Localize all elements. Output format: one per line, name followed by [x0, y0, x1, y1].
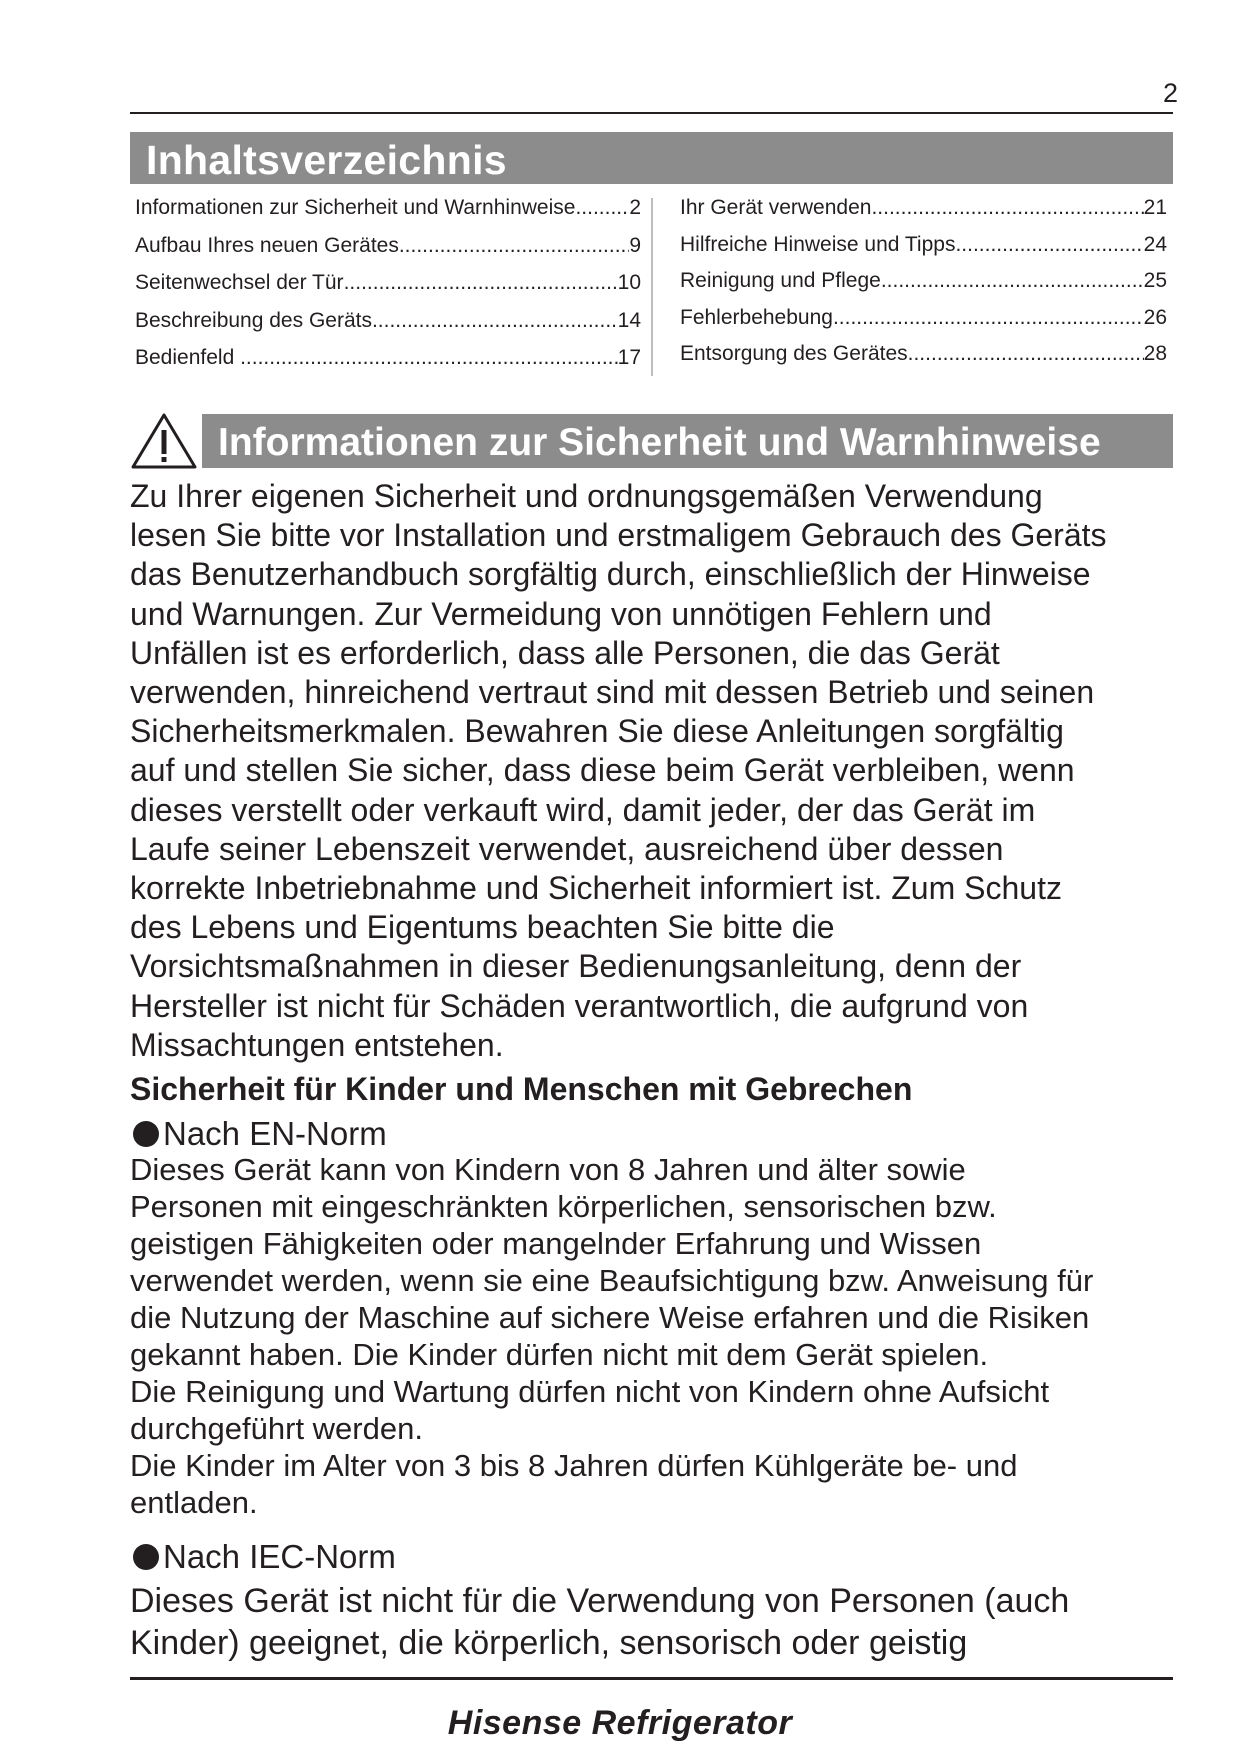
toc-entry-page: 21 — [1143, 196, 1167, 219]
toc-left-column — [135, 196, 641, 384]
toc-leader-dots — [575, 196, 629, 220]
toc-entry-label: Fehlerbehebung — [680, 305, 833, 329]
children-safety-heading: Sicherheit für Kinder und Menschen mit Gebrechen — [130, 1071, 913, 1107]
toc-entry-page: 14 — [617, 308, 641, 332]
toc-leader-dots — [881, 269, 1144, 293]
section-header-bar — [202, 414, 1173, 468]
toc-entry-page: 28 — [1143, 342, 1167, 365]
toc-entry[interactable] — [135, 309, 641, 347]
toc-entry-label: Informationen zur Sicherheit und Warnhinweise — [135, 196, 576, 219]
warning-triangle-icon — [130, 412, 198, 470]
toc-entry[interactable] — [135, 196, 641, 234]
iec-norm-paragraph: Dieses Gerät ist nicht für die Verwendung von Personen (auch Kinder) geeignet, die körperlich, sensorisch oder geistig — [130, 1582, 1070, 1662]
toc-entry-label: Entsorgung des Gerätes — [680, 342, 908, 365]
toc-entry[interactable] — [680, 306, 1167, 343]
toc-entry[interactable] — [680, 196, 1167, 233]
toc-entry-page: 10 — [617, 271, 641, 294]
en-norm-paragraph: Dieses Gerät kann von Kindern von 8 Jahren und älter sowie Personen mit eingeschränkten körperlichen, sensorischen bzw. geistigen Fähigkeiten oder mangelnder Erfahrung und Wissen verwendet werden, wenn sie eine Beaufsichtigung bzw. Anweisung für die Nutzung der Maschine auf sichere Weise erfahren und die Risiken gekannt haben. Die Kinder dürfen nicht mit dem Gerät spielen. Die Reinigung und Wartung dürfen nicht von Kindern ohne Aufsicht durchgeführt werden. Die Kinder im Alter von 3 bis 8 Jahren dürfen Kühlgeräte be- und entladen. — [130, 1152, 1094, 1520]
toc-leader-dots — [955, 233, 1143, 257]
bottom-divider — [130, 1677, 1173, 1680]
toc-right-column — [680, 196, 1167, 379]
toc-entry[interactable] — [135, 234, 641, 272]
toc-entry-page: 2 — [629, 196, 641, 219]
toc-entry-label: Reinigung und Pflege — [680, 269, 881, 292]
toc-entry-label: Aufbau Ihres neuen Gerätes — [135, 233, 399, 257]
toc-entry-page: 9 — [629, 233, 641, 257]
page-number: 2 — [1162, 78, 1178, 108]
toc-leader-dots — [399, 234, 629, 258]
bullet-icon — [133, 1121, 159, 1147]
toc-entry[interactable] — [135, 346, 641, 384]
section-title: Informationen zur Sicherheit und Warnhinweise — [218, 421, 1101, 464]
iec-norm-heading — [133, 1538, 396, 1576]
top-divider — [130, 112, 1173, 114]
toc-entry[interactable] — [680, 342, 1167, 379]
toc-entry-page: 26 — [1143, 305, 1167, 329]
toc-entry-page: 25 — [1143, 269, 1167, 292]
toc-entry-label: Bedienfeld — [135, 346, 241, 369]
toc-leader-dots — [871, 196, 1143, 220]
toc-entry-label: Seitenwechsel der Tür — [135, 271, 344, 294]
intro-paragraph: Zu Ihrer eigenen Sicherheit und ordnungsgemäßen Verwendung lesen Sie bitte vor Installation und erstmaligem Gebrauch des Geräts das Benutzerhandbuch sorgfältig durch, einschließlich der Hinweise und Warnungen. Zur Vermeidung von unnötigen Fehlern und Unfällen ist es erforderlich, dass alle Personen, die das Gerät verwenden, hinreichend vertraut sind mit dessen Betrieb und seinen Sicherheitsmerkmalen. Bewahren Sie diese Anleitungen sorgfältig auf und stellen Sie sicher, dass diese beim Gerät verbleiben, wenn dieses verstellt oder verkauft wird, damit jeder, der das Gerät im Laufe seiner Lebenszeit verwendet, ausreichend über dessen korrekte Inbetriebnahme und Sicherheit informiert ist. Zum Schutz des Lebens und Eigentums beachten Sie bitte die Vorsichtsmaßnahmen in dieser Bedienungsanleitung, denn der Hersteller ist nicht für Schäden verantwortlich, die aufgrund von Missachtungen entstehen. — [130, 478, 1107, 1063]
toc-entry-label: Beschreibung des Geräts — [135, 308, 372, 332]
toc-title: Inhaltsverzeichnis — [146, 137, 507, 183]
toc-entry-page: 17 — [617, 346, 641, 369]
toc-leader-dots — [833, 306, 1144, 330]
toc-column-divider — [651, 198, 653, 376]
en-norm-label: Nach EN-Norm — [163, 1115, 387, 1152]
bullet-icon — [133, 1544, 159, 1570]
toc-entry[interactable] — [680, 233, 1167, 270]
toc-entry[interactable] — [680, 269, 1167, 306]
toc-entry-label: Hilfreiche Hinweise und Tipps — [680, 232, 956, 256]
toc-entry-label: Ihr Gerät verwenden — [680, 196, 872, 219]
toc-leader-dots — [240, 346, 618, 370]
iec-norm-label: Nach IEC-Norm — [163, 1538, 396, 1575]
brand-footer: Hisense Refrigerator — [447, 1704, 793, 1742]
toc-entry-page: 24 — [1143, 232, 1167, 256]
toc-entry[interactable] — [135, 271, 641, 309]
toc-leader-dots — [908, 342, 1144, 366]
toc-leader-dots — [372, 309, 618, 333]
toc-leader-dots — [344, 271, 618, 295]
toc-header-bar — [130, 132, 1173, 184]
en-norm-heading — [133, 1115, 387, 1153]
